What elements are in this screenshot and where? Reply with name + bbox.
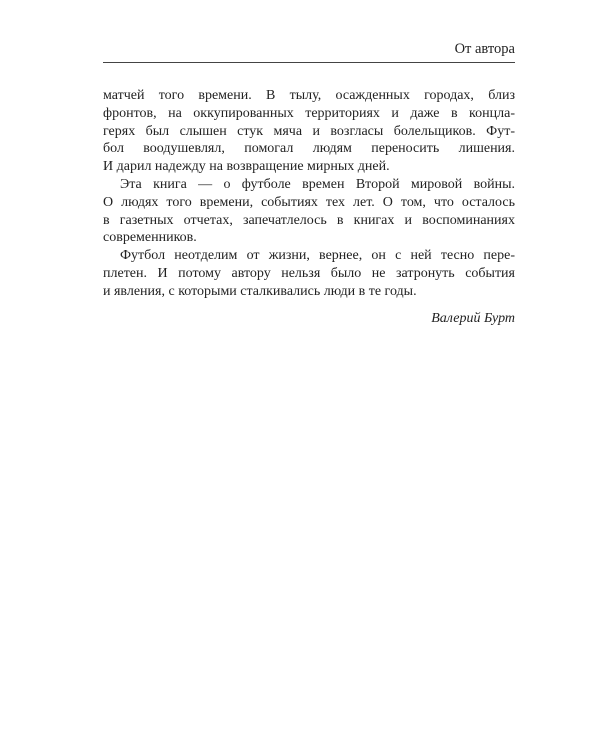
text-line: герях был слышен стук мяча и возгласы болельщиков. Фут- — [103, 123, 515, 139]
paragraph — [103, 176, 515, 247]
text-line: матчей того времени. В тылу, осажденных городах, близ — [103, 88, 515, 103]
text-line: фронтов, на оккупированных территориях и даже в концла- — [103, 105, 515, 121]
text-line: И дарил надежду на возвращение мирных дней. — [103, 159, 390, 175]
body-text — [103, 87, 515, 301]
text-line: О людях того времени, событиях тех лет. О том, что осталось — [103, 194, 515, 210]
text-line: и явления, с которыми сталкивались люди в те годы. — [103, 283, 417, 299]
text-line: современников. — [103, 230, 197, 246]
running-header: От автора — [454, 41, 515, 57]
text-line: бол воодушевлял, помогал людям переносить лишения. — [103, 141, 515, 157]
text-line: Футбол неотделим от жизни, вернее, он с ней тесно пере- — [120, 248, 515, 264]
paragraph — [103, 87, 515, 176]
text-line: Эта книга — о футболе времен Второй мировой войны. — [120, 176, 515, 192]
text-line: в газетных отчетах, запечатлелось в книгах и воспоминаниях — [103, 212, 515, 228]
author-signature: Валерий Бурт — [431, 311, 515, 326]
text-line: плетен. И потому автору нельзя было не затронуть события — [103, 265, 515, 281]
header-rule — [103, 62, 515, 63]
paragraph — [103, 247, 515, 300]
